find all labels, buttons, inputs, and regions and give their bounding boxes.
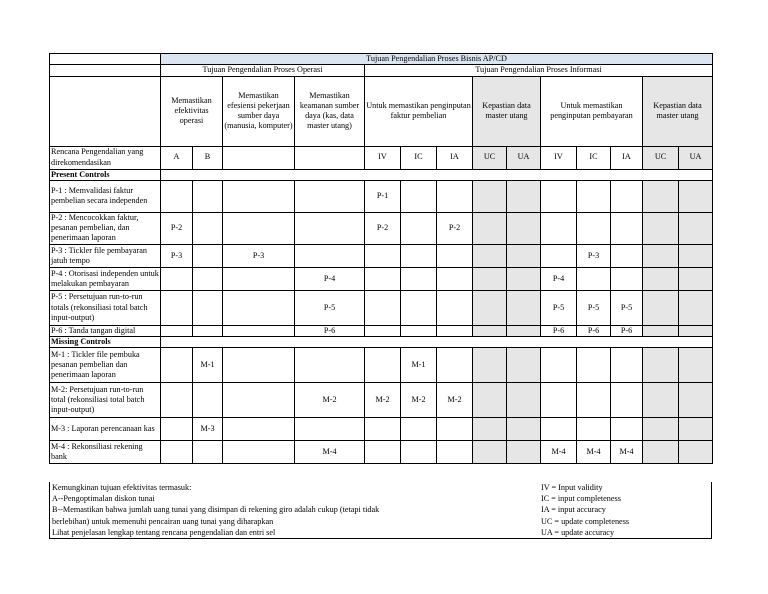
matrix-cell: [401, 290, 437, 325]
column-code: [295, 146, 365, 169]
matrix-cell: [679, 267, 713, 290]
matrix-cell: M-2: [295, 383, 365, 418]
matrix-cell: [541, 383, 577, 418]
matrix-cell: [365, 244, 401, 267]
table-row: [50, 212, 713, 244]
matrix-cell: P-4: [541, 267, 577, 290]
matrix-cell: [437, 267, 473, 290]
matrix-cell: [193, 212, 223, 244]
matrix-cell: [507, 441, 541, 464]
matrix-cell: [193, 441, 223, 464]
matrix-cell: [541, 180, 577, 212]
matrix-cell: [507, 418, 541, 441]
control-label: M-1 : Tickler file pembuka pesanan pembelian dan penerimaan laporan: [50, 348, 161, 383]
table-row: [50, 325, 713, 336]
matrix-cell: [295, 244, 365, 267]
matrix-cell: P-4: [295, 267, 365, 290]
legend-line: IA = input accuracy: [541, 505, 606, 515]
section-spacer: [161, 337, 713, 348]
matrix-cell: [437, 325, 473, 336]
control-label: P-5 : Persetujuan run-to-run totals (rekonsiliasi total batch input-output): [50, 290, 161, 325]
matrix-cell: [577, 418, 611, 441]
column-code: UC: [473, 146, 507, 169]
matrix-cell: [365, 325, 401, 336]
table-row: [50, 290, 713, 325]
matrix-cell: [507, 325, 541, 336]
matrix-cell: [193, 180, 223, 212]
matrix-cell: [193, 383, 223, 418]
matrix-cell: M-1: [193, 348, 223, 383]
matrix-cell: [365, 348, 401, 383]
legend-line: UA = update accuracy: [541, 527, 615, 537]
code-legend: [541, 482, 711, 538]
table-row: [50, 180, 713, 212]
matrix-cell: [679, 212, 713, 244]
table-row: [50, 441, 713, 464]
matrix-cell: [161, 267, 193, 290]
matrix-cell: [473, 180, 507, 212]
matrix-cell: [295, 418, 365, 441]
matrix-cell: [223, 267, 295, 290]
matrix-cell: [679, 348, 713, 383]
matrix-cell: [161, 441, 193, 464]
control-label: P-6 : Tanda tangan digital: [50, 325, 161, 336]
matrix-cell: [611, 418, 643, 441]
matrix-cell: [507, 383, 541, 418]
matrix-cell: [193, 290, 223, 325]
matrix-cell: [679, 441, 713, 464]
matrix-cell: P-5: [611, 290, 643, 325]
group-spacer: [50, 65, 161, 76]
matrix-cell: [611, 180, 643, 212]
matrix-cell: P-6: [577, 325, 611, 336]
note-line: A--Pengoptimalan diskon tunai: [52, 494, 155, 504]
matrix-cell: M-4: [295, 441, 365, 464]
footer-notes: [49, 482, 712, 539]
matrix-cell: [223, 325, 295, 336]
effectiveness-notes: [52, 482, 532, 538]
legend-line: IV = Input validity: [541, 483, 603, 492]
matrix-cell: [643, 383, 679, 418]
column-code: A: [161, 146, 193, 169]
matrix-cell: [611, 267, 643, 290]
matrix-cell: P-3: [161, 244, 193, 267]
control-label: M-2: Persetujuan run-to-run total (rekonsiliasi total batch input-output): [50, 383, 161, 418]
section-header: Present Controls: [50, 169, 161, 180]
matrix-cell: [643, 441, 679, 464]
note-line: Lihat penjelasan lengkap tentang rencana pengendalian dan entri sel: [52, 527, 276, 537]
matrix-cell: [643, 290, 679, 325]
matrix-cell: [507, 348, 541, 383]
matrix-cell: M-4: [577, 441, 611, 464]
column-code: UA: [507, 146, 541, 169]
matrix-cell: [473, 441, 507, 464]
matrix-cell: [161, 325, 193, 336]
matrix-cell: [473, 418, 507, 441]
matrix-cell: P-6: [295, 325, 365, 336]
note-line: Kemungkinan tujuan efektivitas termasuk:: [52, 483, 192, 492]
control-label: P-4 : Otorisasi independen untuk melakukan pembayaran: [50, 267, 161, 290]
matrix-cell: [473, 383, 507, 418]
matrix-cell: [643, 267, 679, 290]
column-code: IA: [437, 146, 473, 169]
row-label-header: Rencana Pengendalian yang direkomendasikan: [50, 146, 161, 169]
matrix-cell: [223, 180, 295, 212]
matrix-cell: [577, 180, 611, 212]
matrix-cell: [679, 180, 713, 212]
matrix-cell: [223, 212, 295, 244]
matrix-cell: P-2: [437, 212, 473, 244]
matrix-cell: [507, 244, 541, 267]
matrix-cell: [365, 290, 401, 325]
matrix-cell: [161, 180, 193, 212]
matrix-cell: [437, 348, 473, 383]
matrix-cell: [643, 348, 679, 383]
table-row: [50, 348, 713, 383]
matrix-cell: [193, 244, 223, 267]
matrix-cell: P-5: [295, 290, 365, 325]
matrix-cell: [611, 212, 643, 244]
matrix-cell: P-3: [577, 244, 611, 267]
matrix-cell: M-2: [401, 383, 437, 418]
table-title: Tujuan Pengendalian Proses Bisnis AP/CD: [161, 54, 713, 65]
control-label: P-3 : Tickler file pembayaran jatuh tempo: [50, 244, 161, 267]
matrix-cell: [295, 212, 365, 244]
matrix-cell: [679, 383, 713, 418]
matrix-cell: M-2: [437, 383, 473, 418]
table-row: [50, 383, 713, 418]
matrix-cell: [473, 244, 507, 267]
matrix-cell: P-5: [541, 290, 577, 325]
matrix-cell: P-2: [161, 212, 193, 244]
matrix-cell: [223, 441, 295, 464]
title-spacer: [50, 54, 161, 65]
matrix-cell: [161, 348, 193, 383]
matrix-cell: P-5: [577, 290, 611, 325]
control-label: M-3 : Laporan perencanaan kas: [50, 418, 161, 441]
matrix-cell: P-2: [365, 212, 401, 244]
header-efesiensi: Memastikan efesiensi pekerjaan sumber daya (manusia, komputer): [223, 76, 295, 146]
header-input-pembayaran: Untuk memastikan penginputan pembayaran: [541, 76, 643, 146]
matrix-cell: [679, 290, 713, 325]
matrix-cell: M-4: [611, 441, 643, 464]
matrix-cell: [541, 348, 577, 383]
matrix-cell: [679, 418, 713, 441]
column-code: [223, 146, 295, 169]
legend-line: IC = input completeness: [541, 494, 621, 504]
matrix-cell: M-4: [541, 441, 577, 464]
column-code: B: [193, 146, 223, 169]
matrix-cell: [507, 180, 541, 212]
matrix-cell: [577, 383, 611, 418]
matrix-cell: P-6: [611, 325, 643, 336]
column-code: IV: [541, 146, 577, 169]
column-code: IC: [401, 146, 437, 169]
matrix-cell: [365, 418, 401, 441]
matrix-cell: [679, 325, 713, 336]
column-code: UC: [643, 146, 679, 169]
matrix-cell: [643, 180, 679, 212]
control-label: P-1 : Memvalidasi faktur pembelian secara independen: [50, 180, 161, 212]
matrix-cell: M-3: [193, 418, 223, 441]
matrix-cell: [401, 212, 437, 244]
table-row: [50, 418, 713, 441]
table-row: [50, 267, 713, 290]
column-code: IC: [577, 146, 611, 169]
matrix-cell: [401, 441, 437, 464]
matrix-cell: [295, 348, 365, 383]
matrix-cell: [577, 267, 611, 290]
group-operasi: Tujuan Pengendalian Proses Operasi: [161, 65, 365, 76]
matrix-cell: M-1: [401, 348, 437, 383]
matrix-cell: [401, 267, 437, 290]
matrix-cell: [223, 290, 295, 325]
matrix-cell: [643, 418, 679, 441]
matrix-cell: [161, 290, 193, 325]
matrix-cell: [473, 325, 507, 336]
header-keamanan: Memastikan keamanan sumber daya (kas, data master utang): [295, 76, 365, 146]
matrix-cell: [437, 290, 473, 325]
section-spacer: [161, 169, 713, 180]
matrix-cell: [401, 325, 437, 336]
matrix-cell: [223, 348, 295, 383]
matrix-cell: [611, 383, 643, 418]
matrix-cell: [541, 212, 577, 244]
header-master-utang-2: Kepastian data master utang: [643, 76, 713, 146]
matrix-cell: [437, 180, 473, 212]
matrix-cell: [643, 212, 679, 244]
matrix-cell: [577, 212, 611, 244]
matrix-cell: [611, 244, 643, 267]
note-line: berlebihan) untuk memenuhi pencairan uang tunai yang diharapkan: [52, 516, 274, 526]
column-code: IV: [365, 146, 401, 169]
matrix-cell: [223, 383, 295, 418]
matrix-cell: [611, 348, 643, 383]
matrix-cell: [541, 244, 577, 267]
matrix-cell: [473, 290, 507, 325]
matrix-cell: [437, 441, 473, 464]
matrix-cell: [473, 348, 507, 383]
matrix-cell: [193, 325, 223, 336]
control-label: P-2 : Mencocokkan faktur, pesanan pembelian, dan penerimaan laporan: [50, 212, 161, 244]
matrix-cell: [643, 325, 679, 336]
matrix-cell: [365, 441, 401, 464]
matrix-cell: [541, 418, 577, 441]
control-matrix-table: [49, 53, 713, 464]
matrix-cell: [437, 244, 473, 267]
matrix-cell: [437, 418, 473, 441]
column-code: IA: [611, 146, 643, 169]
column-code: UA: [679, 146, 713, 169]
matrix-cell: [401, 180, 437, 212]
table-row: [50, 244, 713, 267]
matrix-cell: [473, 267, 507, 290]
matrix-cell: [577, 348, 611, 383]
matrix-cell: [507, 290, 541, 325]
matrix-cell: [401, 244, 437, 267]
header-input-faktur: Untuk memastikan penginputan faktur pembelian: [365, 76, 473, 146]
matrix-cell: [161, 383, 193, 418]
matrix-cell: [507, 212, 541, 244]
header-efektivitas: Memastikan efektivitas operasi: [161, 76, 223, 146]
control-label: M-4 : Rekonsiliasi rekening bank: [50, 441, 161, 464]
matrix-cell: [643, 244, 679, 267]
matrix-cell: P-3: [223, 244, 295, 267]
section-header: Missing Controls: [50, 337, 161, 348]
header-spacer: [50, 76, 161, 146]
group-informasi: Tujuan Pengendalian Proses Informasi: [365, 65, 713, 76]
note-line: B--Memastikan bahwa jumlah uang tunai yang disimpan di rekening giro adalah cukup (tetapi tidak: [52, 505, 380, 515]
matrix-cell: [193, 267, 223, 290]
matrix-cell: [473, 212, 507, 244]
header-master-utang-1: Kepastian data master utang: [473, 76, 541, 146]
matrix-cell: [223, 418, 295, 441]
matrix-cell: [679, 244, 713, 267]
matrix-cell: [295, 180, 365, 212]
matrix-cell: [365, 267, 401, 290]
matrix-cell: [161, 418, 193, 441]
legend-line: UC = update completeness: [541, 516, 630, 526]
matrix-cell: [507, 267, 541, 290]
matrix-cell: P-6: [541, 325, 577, 336]
matrix-cell: [401, 418, 437, 441]
matrix-cell: M-2: [365, 383, 401, 418]
matrix-cell: P-1: [365, 180, 401, 212]
